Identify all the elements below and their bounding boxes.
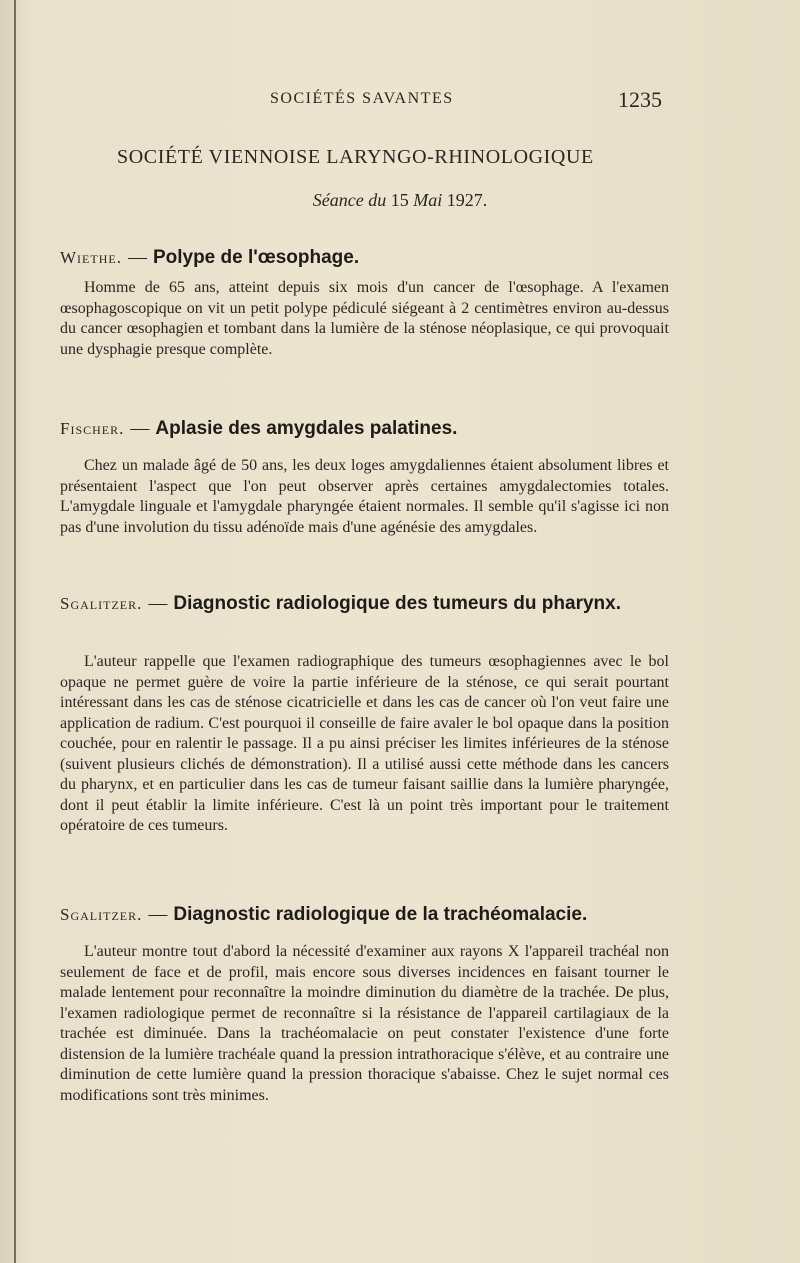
seance-year: 1927. [446,190,488,210]
seance-month: Mai [413,190,443,210]
running-header [0,87,800,114]
section-topic: Diagnostic radiologique de la trachéomalacie. [173,904,588,925]
section-paragraph: L'auteur montre tout d'abord la nécessité d'examiner aux rayons X l'appareil trachéal non seulement de face et de profil, mais encore sous diverses incidences en faisant tourner le malade lentement pour reconnaître la moindre diminution du diamètre de la trachée. De plus, l'examen radiologique permet de reconnaître si la résistance de l'appareil cartilagiaux de la trachée est diminuée. Dans la trachéomalacie on peut constater l'existence d'une forte distension de la lumière trachéale quand la pression intrathoracique s'élève, et au contraire une diminution de cette lumière quand la pression thoracique s'abaisse. Chez le sujet normal ces modifications sont très minimes. [60,943,669,1104]
section-topic: Polype de l'œsophage. [152,247,360,268]
section-author: Wiethe. [60,248,122,267]
section-dash: — [127,247,147,268]
section-author: Sgalitzer. [60,594,143,613]
section-author: Sgalitzer. [60,905,143,924]
seance-label: Séance du [312,190,387,210]
seance-day: 15 [390,190,409,210]
section-paragraph: Chez un malade âgé de 50 ans, les deux loges amygdaliennes étaient absolument libres et présentaient l'aspect que l'on peut observer après certaines amygdalectomies totales. L'amygdale linguale et l'amygdale pharyngée étaient normales. Il semble qu'il s'agisse ici non pas d'une involution du tissu adénoïde mais d'une agénésie des amygdales. [60,457,669,536]
section-heading [60,247,359,269]
section-heading [60,904,587,926]
section-paragraph: Homme de 65 ans, atteint depuis six mois d'un cancer de l'œsophage. A l'examen œsophagoscopique on vit un petit polype pédiculé siégeant à 2 centimètres environ au-dessus du cancer œsophagien et tombant dans la lumière de la sténose néoplasique, ce qui provoquait une dysphagie presque complète. [60,279,669,358]
section-dash: — [130,418,150,439]
seance-date [0,190,800,211]
section-dash: — [148,593,168,614]
page-number: 1235 [618,87,662,112]
running-title: SOCIÉTÉS SAVANTES [270,90,454,107]
section-topic: Aplasie des amygdales palatines. [155,418,458,439]
society-title: SOCIÉTÉ VIENNOISE LARYNGO-RHINOLOGIQUE [117,146,594,168]
section-heading [60,418,457,440]
section-topic: Diagnostic radiologique des tumeurs du pharynx. [173,593,621,614]
section-author: Fischer. [60,419,125,438]
section-heading [60,592,669,616]
section-dash: — [148,904,168,925]
section-paragraph: L'auteur rappelle que l'examen radiographique des tumeurs œsophagiennes avec le bol opaque ne permet guère de voire la partie inférieure de la sténose, ce qui serait pourtant intéressant dans les cas de sténose cicatricielle et dans les cas de cancer où l'on veut faire une application de radium. C'est pourquoi il conseille de faire avaler le bol opaque dans la position couchée, pour en ralentir le passage. Il a pu ainsi préciser les limites inférieures de la sténose (suivent plusieurs clichés de démonstration). Il a utilisé aussi cette méthode dans les cancers du pharynx, et en particulier dans les cas de tumeur faisant saillie dans la lumière pharyngée, dont il peut établir la limite inférieure. C'est là un point très important pour le traitement opératoire de ces tumeurs. [60,653,669,834]
